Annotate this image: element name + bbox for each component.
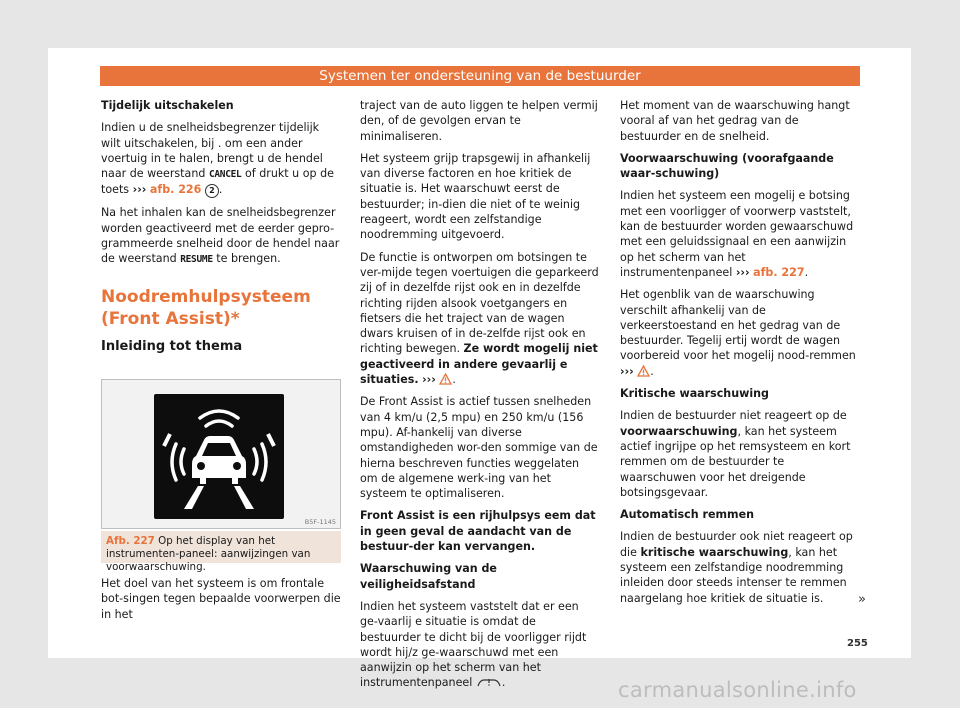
warning-icon[interactable] — [439, 373, 452, 385]
figure-reference-link[interactable]: afb. 226 — [149, 183, 202, 197]
column-2: traject van de auto liggen te helpen vermij den, of de gevolgen ervan te minimaliseren. Het systeem grijp trapsgewij in afhankelij van diverse factoren en hoe kritiek de situatie is. Het waarschuwt eerst de bestuurder; in-dien die niet of te weinig reageert, wordt een zelfstandige noodremming uitgevoerd. De functie is ontworpen om botsingen te ver-mijde tegen voertuigen die geparkeerd zij of in dezelfde rijst ook en in dezelfde richting rijden alsook voetgangers en fietsers die het traject van de wagen dwars kruisen of in de-zelfde rijst ook en richting bewegen. Ze wordt mogelij niet geactiveerd in andere gevaarlij e situaties. ››› . De Front Assist is actief tussen snelheden van 4 km/u (2,5 mpu) en 250 km/u (156 mpu). Af-hankelij van diverse omstandigheden wor-den sommige van de hierna beschreven functies weggelaten om de algemene werk-ing van het systeem te optimaliseren. Front Assist is een rijhulpsys eem dat in geen geval de aandacht van de bestuur-der kan vervangen. Waarschuwing van de veiligheidsafstand Indien het systeem vaststelt dat er een ge-vaarlij e situatie is omdat de bestuurder te dicht bij de voorligger rijdt wordt hij/z ge-waarschuwd met een aanwijzin op het scherm van het instrumentenpaneel . — [360, 99, 599, 690]
page-header: Systemen ter ondersteuning van de bestuurder — [100, 66, 860, 86]
distance-warning-icon — [476, 677, 502, 688]
page-number: 255 — [847, 638, 868, 649]
front-assist-car-icon — [154, 394, 284, 519]
watermark: carmanualsonline.info — [618, 678, 857, 702]
section-title: Noodremhulpsysteem (Front Assist)* — [101, 286, 311, 329]
figure-caption: Afb. 227 Op het display van het instrumenten-paneel: aanwijzingen van voorwaarschuwing. — [101, 531, 341, 563]
warning-icon[interactable] — [637, 365, 650, 377]
heading-automatic-braking: Automatisch remmen — [620, 508, 755, 522]
figure-227 — [101, 379, 341, 529]
heading-distance-warning: Waarschuwing van de veiligheidsafstand — [360, 562, 497, 591]
paragraph-disable: Indien u de snelheidsbegrenzer tijdelijk wilt uitschakelen, bij . om een ander voertuig in te halen, brengt u de hendel naar de weerstand CANCEL of drukt u op de toets ››› afb. 226 2 . — [101, 121, 334, 197]
callout-number: 2 — [205, 184, 219, 198]
continue-mark: » — [858, 592, 866, 607]
caption-label: Afb. 227 — [106, 535, 155, 547]
heading-prewarning: Voorwaarschuwing (voorafgaande waar-schuwing) — [620, 151, 834, 181]
cancel-key-label: CANCEL — [208, 169, 242, 181]
column-1 — [101, 98, 341, 374]
paragraph-resume: Na het inhalen kan de snelheidsbegrenzer worden geactiveerd met de eerder gepro-grammeerde snelheid door de hendel naar de weerstand RESUME te brengen. — [101, 206, 340, 266]
heading-critical-warning: Kritische waarschuwing — [620, 387, 769, 401]
figure-reference-link[interactable]: afb. 227 — [753, 265, 805, 279]
subsection-title: Inleiding tot thema — [101, 338, 243, 354]
heading-temporary-disable: Tijdelijk uitschakelen — [101, 99, 234, 112]
resume-key-label: RESUME — [180, 254, 213, 266]
figure-code: B5F-1145 — [304, 518, 336, 526]
instrument-display — [154, 394, 284, 519]
column-3: Het moment van de waarschuwing hangt vooral af van het gedrag van de bestuurder en de snelheid. Voorwaarschuwing (voorafgaande waar-schuwing) Indien het systeem een mogelij e botsing met een voorligger of voorwerp vaststelt, kan de bestuurder worden gewaarschuwd met een geluidssignaal en een aanwijzin op het scherm van het instrumentenpaneel ››› afb. 227. Het ogenblik van de waarschuwing verschilt afhankelij van de verkeerstoestand en het gedrag van de bestuurder. Tegelij ertij wordt de wagen voorbereid voor het mogelij nood-remmen ››› . Kritische waarschuwing Indien de bestuurder niet reageert op de voorwaarschuwing, kan het systeem actief ingrijpe op het remsysteem en kort remmen om de bestuurder te waarschuwen voor het dreigende botsingsgevaar. Automatisch remmen Indien de bestuurder ook niet reageert op die kritische waarschuwing, kan het systeem een zelfstandige noodremming inleiden door steeds intenser te remmen naargelang hoe kritiek de situatie is. — [620, 98, 860, 613]
paragraph-goal: Het doel van het systeem is om frontale bot-singen tegen bepaalde voorwerpen die in het — [101, 577, 341, 621]
